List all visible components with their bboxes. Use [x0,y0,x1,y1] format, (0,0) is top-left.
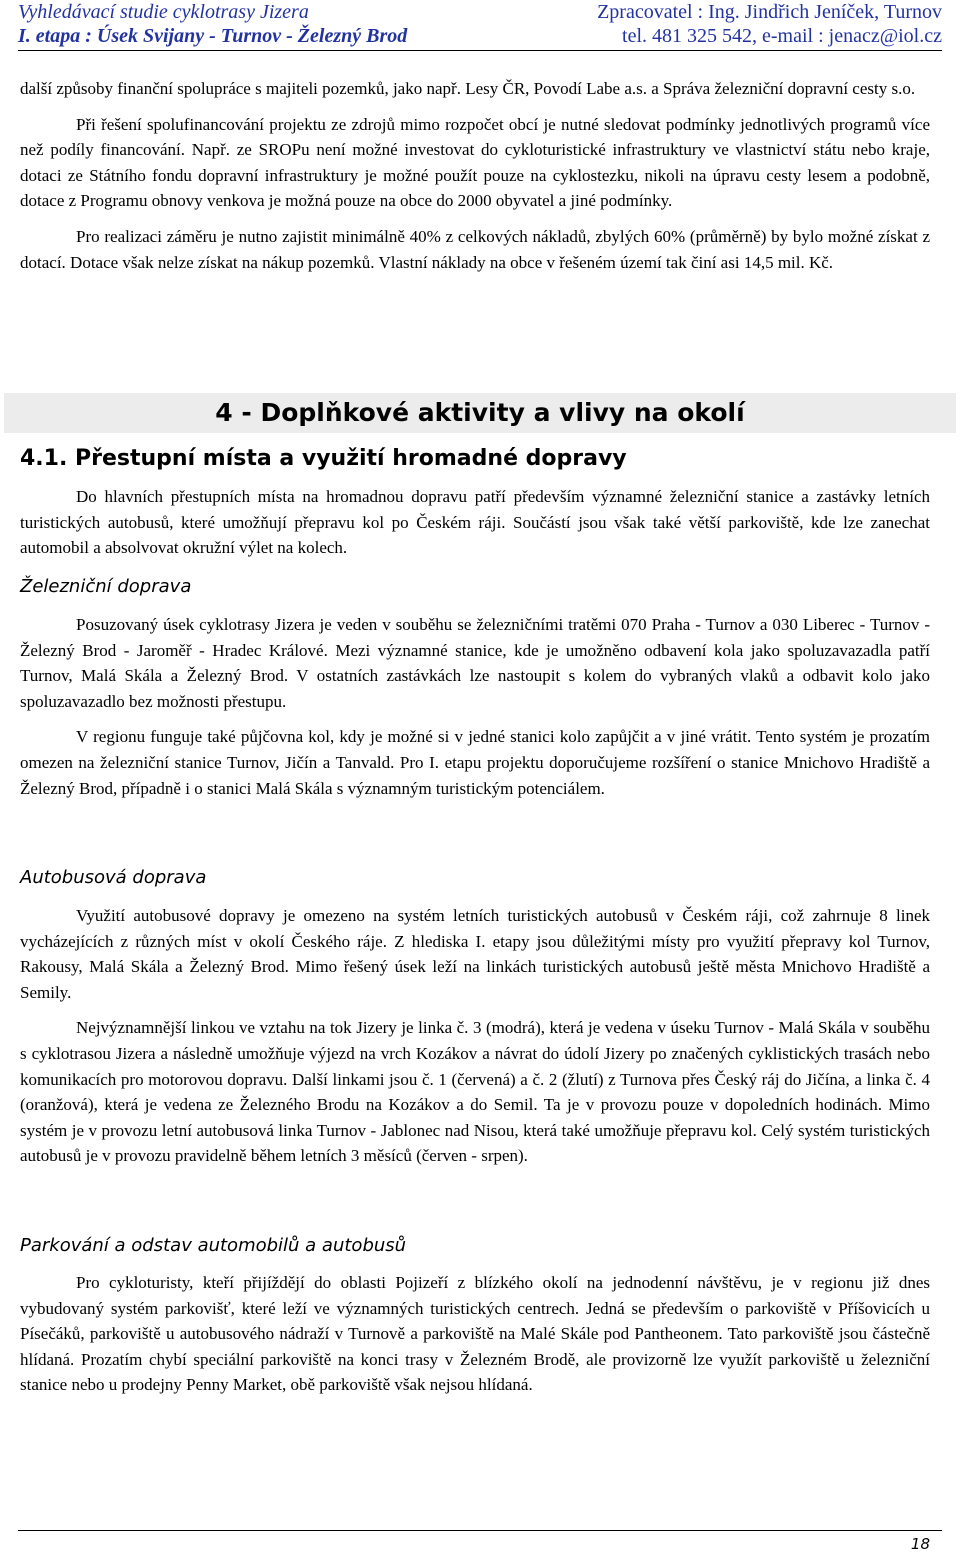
header-author: Zpracovatel : Ing. Jindřich Jeníček, Turnov [597,1,942,23]
bus-paragraph-2: Nejvýznamnější linkou ve vztahu na tok Jizery je linka č. 3 (modrá), která je vedena v úseku Turnov - Malá Skála v souběhu s cyklotrasou Jizera a následně umožňuje výjezd na vrch Kozákov a návrat do údolí Jizery po značených cyklistických trasách nebo komunikacích pro motorovou dopravu. Další linkami jsou č. 1 (červená) a č. 2 (žlutí) z Turnova přes Český ráj do Jičína, a linka č. 4 (oranžová), která je vedena ze Železného Brodu na Kozákov a do Semil. Ta je v provozu pouze v dopoledních hodinách. Mimo systém je v provozu letní autobusová linka Turnov - Jablonec nad Nisou, která také umožňuje přepravu kol. Celý systém turistických autobusů je v provozu pravidelně během letních 3 měsíců (červen - srpen). [20,1018,930,1166]
section-intro-paragraph: Do hlavních přestupních místa na hromadnou dopravu patří především významné železniční stanice a zastávky letních turistických autobusů, které umožňují přepravu kol po Českém ráji. Součástí jsou však také větší parkoviště, kde lze zanechat automobil a absolvovat okružní výlet na kolech. [20,487,930,558]
intro-block [20,76,930,275]
intro-paragraph-2: Při řešení spolufinancování projektu ze zdrojů mimo rozpočet obcí je nutné sledovat podmínky jednotlivých programů více než podíly financování. Např. ze SROPu není možné investovat do cykloturistické infrastruktury ve vlastnictví státu nebo kraje, dotaci ze Státního fondu dopravní infrastruktury je možné použít pouze na cyklostezku, nikoli na úpravu cesty lesem a podobně, dotace z Programu obnovy venkova je možná pouze na obce do 2000 obyvatel a jiné podmínky. [20,114,930,211]
intro-paragraph-3: Pro realizaci záměru je nutno zajistit minimálně 40% z celkových nákladů, zbylých 60% (průměrně) by bylo možné získat z dotací. Dotace však nelze získat na nákup pozemků. Vlastní náklady na obce v řešeném území tak činí asi 14,5 mil. Kč. [20,226,930,272]
intro-paragraph-1: další způsoby finanční spolupráce s majiteli pozemků, jako např. Lesy ČR, Povodí Labe a.s. a Správa železniční dopravní cesty s.o. [20,79,916,98]
subsection-title-bus: Autobusová doprava [20,867,207,888]
header-study-title: Vyhledávací studie cyklotrasy Jizera [18,1,309,23]
header-contact: tel. 481 325 542, e-mail : jenacz@iol.cz [622,25,942,47]
section-intro-block [20,484,930,561]
bus-paragraph-1: Využití autobusové dopravy je omezeno na systém letních turistických autobusů v Českém ráji, což zahrnuje 8 linek vycházejících z různých míst v okolí Českého ráje. Z hlediska I. etapy jsou důležitými místy pro využití přepravy kol Turnov, Rakousy, Malá Skála a Železný Brod. Mimo řešený úsek leží na linkách turistických autobusů ještě města Mnichovo Hradiště a Semily. [20,906,930,1002]
header-row-2 [18,24,942,48]
bus-block [20,903,930,1169]
rail-paragraph-2: V regionu funguje také půjčovna kol, kdy je možné si v jedné stanici kolo zapůjčit a v jiné vrátit. Tento systém je prozatím omezen na železniční stanice Turnov, Jičín a Tanvald. Pro I. etapu projektu doporučujeme rozšíření o stanice Mnichovo Hradiště a Železný Brod, případně i o stanici Malá Skála s významným turistickým potenciálem. [20,727,930,798]
page-number: 18 [910,1535,930,1553]
footer-divider [18,1530,942,1531]
parking-block [20,1270,930,1398]
page-header [18,0,942,51]
subsection-title-rail: Železniční doprava [20,576,192,597]
rail-paragraph-1: Posuzovaný úsek cyklotrasy Jizera je veden v souběhu se železničními tratěmi 070 Praha - Turnov a 030 Liberec - Turnov - Železný Brod - Jaroměř - Hradec Králové. Mezi významné stanice, kde je umožněno odbavení kola jako spoluzavazadla patří Turnov, Malá Skála a Železný Brod. V ostatních zastávkách lze nastoupit s kolem do vybraných vlaků a odbavit kolo jako spoluzavazadlo bez možnosti přestupu. [20,615,930,711]
subsection-title-parking: Parkování a odstav automobilů a autobusů [20,1235,407,1256]
chapter-title: 4 - Doplňkové aktivity a vlivy na okolí [215,398,745,427]
header-stage: I. etapa : Úsek Svijany - Turnov - Železný Brod [18,25,408,47]
parking-paragraph-1: Pro cykloturisty, kteří přijíždějí do oblasti Pojizeří z blízkého okolí na jednodenní návštěvu, je v regionu již dnes vybudovaný systém parkovišť, které leží ve významných turistických centrech. Jedná se především o parkoviště v Příšovicích u Písečáků, parkoviště u autobusového nádraží v Turnově a parkoviště na Malé Skále pod Pantheonem. Tato parkoviště jsou částečně hlídaná. Prozatím chybí speciální parkoviště na konci trasy v Železném Brodě, ale provizorně lze využít parkoviště u železniční stanice nebo u prodejny Penny Market, obě parkoviště však nejsou hlídaná. [20,1273,930,1395]
header-row-1 [18,0,942,24]
section-title: 4.1. Přestupní místa a využití hromadné dopravy [20,446,627,471]
rail-block [20,612,930,801]
